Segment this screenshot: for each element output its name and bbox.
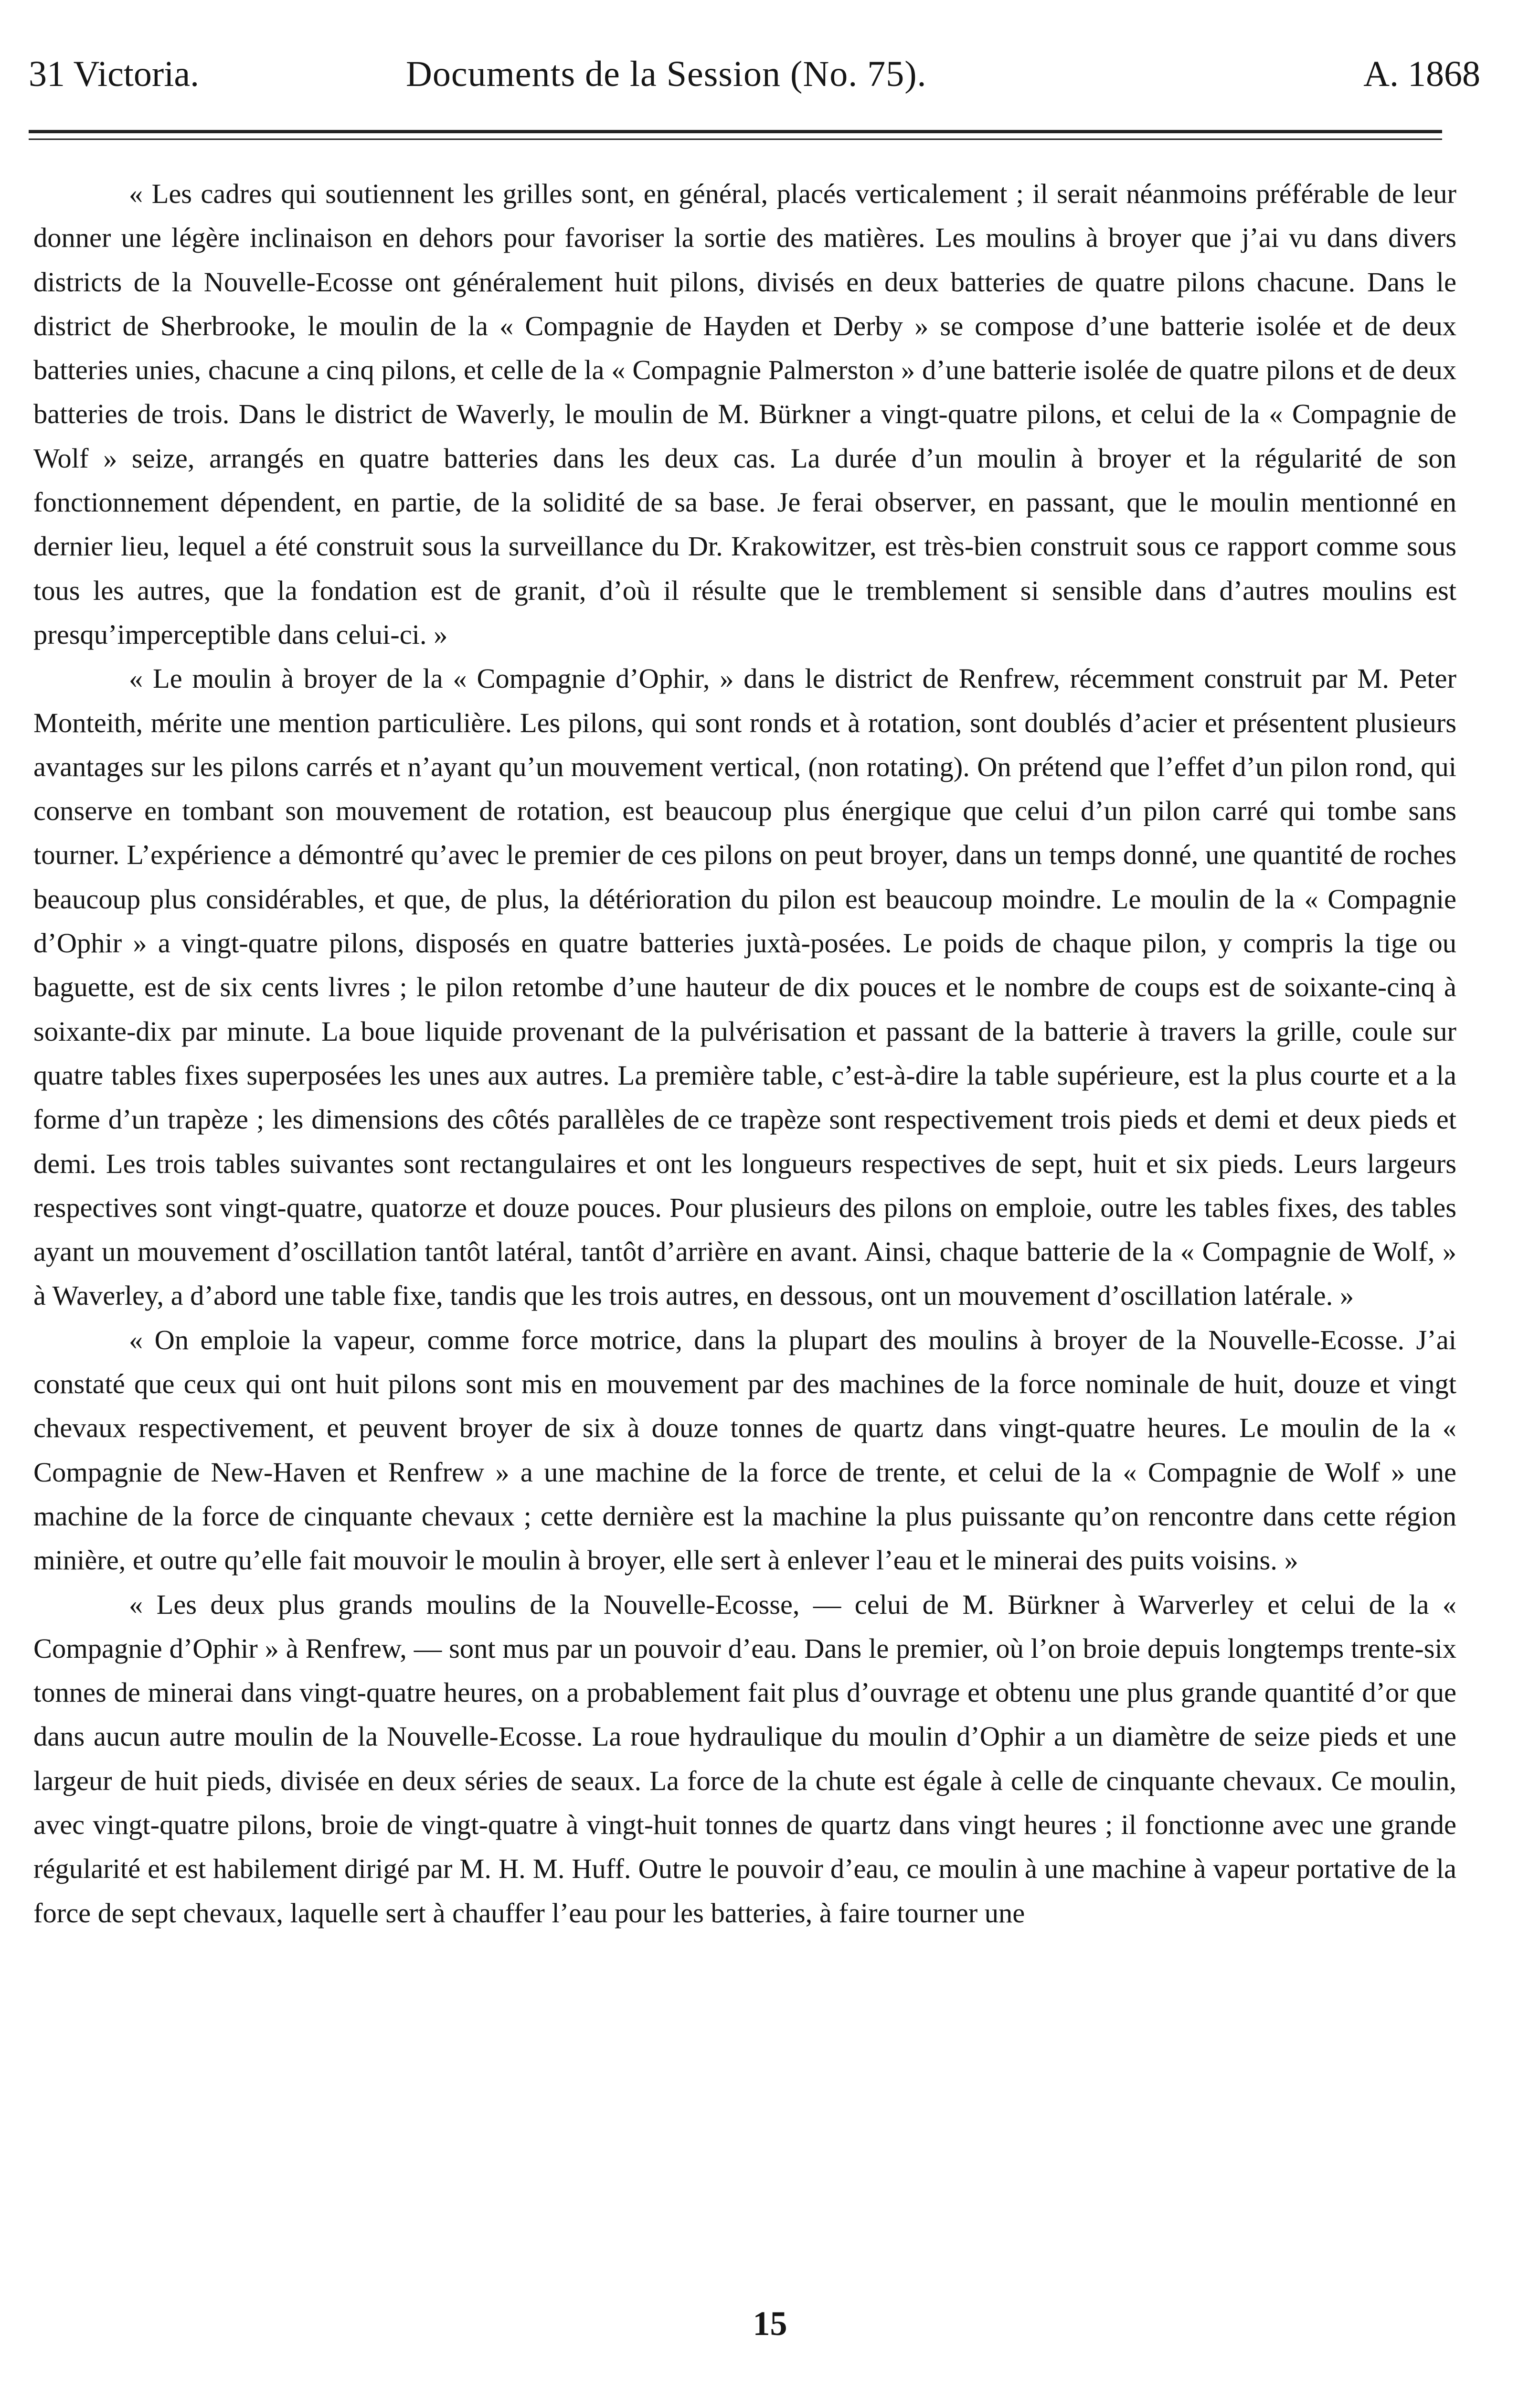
header-rule-thin <box>29 139 1442 140</box>
running-header <box>29 43 1480 105</box>
page-number: 15 <box>753 2304 787 2343</box>
header-regnal-year: 31 Victoria. <box>29 54 200 94</box>
header-rule-thick <box>29 130 1442 133</box>
paragraph-pouvoir-d-eau: « Les deux plus grands moulins de la Nouvelle-Ecosse, — celui de M. Bürkner à Warverley et celui de la « Compagnie d’Ophir » à Renfrew, — sont mus par un pouvoir d’eau. Dans le premier, où l’on broie depuis longtemps trente-six tonnes de minerai dans vingt-quatre heures, on a probablement fait plus d’ouvrage et obtenu une plus grande quantité d’or que dans aucun autre moulin de la Nouvelle-Ecosse. La roue hydraulique du moulin d’Ophir a un diamètre de seize pieds et une largeur de huit pieds, divisée en deux séries de seaux. La force de la chute est égale à celle de cinquante chevaux. Ce moulin, avec vingt-quatre pilons, broie de vingt-quatre à vingt-huit tonnes de quartz dans vingt heures ; il fonctionne avec une grande régularité et est habilement dirigé par M. H. M. Huff. Outre le pouvoir d’eau, ce moulin à une machine à vapeur portative de la force de sept chevaux, laquelle sert à chauffer l’eau pour les batteries, à faire tourner une <box>33 1588 1456 1929</box>
header-year: A. 1868 <box>1363 54 1480 94</box>
body-text <box>33 172 1456 1935</box>
paragraph-vapeur-force-motrice: « On emploie la vapeur, comme force motrice, dans la plupart des moulins à broyer de la Nouvelle-Ecosse. J’ai constaté que ceux qui ont huit pilons sont mis en mouvement par des machines de la force nominale de huit, douze et vingt chevaux respectivement, et peuvent broyer de six à douze tonnes de quartz dans vingt-quatre heures. Le moulin de la « Compagnie de New-Haven et Renfrew » a une machine de la force de trente, et celui de la « Compagnie de Wolf » une machine de la force de cinquante chevaux ; cette dernière est la machine la plus puissante qu’on rencontre dans cette région minière, et outre qu’elle fait mouvoir le moulin à broyer, elle sert à enlever l’eau et le minerai des puits voisins. » <box>33 1324 1456 1576</box>
paragraph-cadres-grilles: « Les cadres qui soutiennent les grilles sont, en général, placés verticalement ; il serait néanmoins préférable de leur donner une légère inclinaison en dehors pour favoriser la sortie des matières. Les moulins à broyer que j’ai vu dans divers districts de la Nouvelle-Ecosse ont généralement huit pilons, divisés en deux batteries de quatre pilons chacune. Dans le district de Sherbrooke, le moulin de la « Compagnie de Hayden et Derby » se compose d’une batterie isolée et de deux batteries unies, chacune a cinq pilons, et celle de la « Compagnie Palmerston » d’une batterie isolée de quatre pilons et de deux batteries de trois. Dans le district de Waverly, le moulin de M. Bürkner a vingt-quatre pilons, et celui de la « Compagnie de Wolf » seize, arrangés en quatre batteries dans les deux cas. La durée d’un moulin à broyer et la régularité de son fonctionnement dépendent, en partie, de la solidité de sa base. Je ferai observer, en passant, que le moulin mentionné en dernier lieu, lequel a été construit sous la surveillance du Dr. Krakowitzer, est très-bien construit sous ce rapport comme sous tous les autres, que la fondation est de granit, d’où il résulte que le tremblement si sensible dans d’autres moulins est presqu’imperceptible dans celui-ci. » <box>33 178 1456 650</box>
header-document-title: Documents de la Session (No. 75). <box>406 54 927 94</box>
paragraph-moulin-ophir: « Le moulin à broyer de la « Compagnie d’Ophir, » dans le district de Renfrew, récemment construit par M. Peter Monteith, mérite une mention particulière. Les pilons, qui sont ronds et à rotation, sont doublés d’acier et présentent plusieurs avantages sur les pilons carrés et n’ayant qu’un mouvement vertical, (non rotating). On prétend que l’effet d’un pilon rond, qui conserve en tombant son mouvement de rotation, est beaucoup plus énergique que celui d’un pilon carré qui tombe sans tourner. L’expérience a démontré qu’avec le premier de ces pilons on peut broyer, dans un temps donné, une quantité de roches beaucoup plus considérables, et que, de plus, la détérioration du pilon est beaucoup moindre. Le moulin de la « Compagnie d’Ophir » a vingt-quatre pilons, disposés en quatre batteries juxtà-posées. Le poids de chaque pilon, y compris la tige ou baguette, est de six cents livres ; le pilon retombe d’une hauteur de dix pouces et le nombre de coups est de soixante-cinq à soixante-dix par minute. La boue liquide provenant de la pulvérisation et passant de la batterie à travers la grille, coule sur quatre tables fixes superposées les unes aux autres. La première table, c’est-à-dire la table supérieure, est la plus courte et a la forme d’un trapèze ; les dimensions des côtés parallèles de ce trapèze sont respectivement trois pieds et demi et deux pieds et demi. Les trois tables suivantes sont rectangulaires et ont les longueurs respectives de sept, huit et six pieds. Leurs largeurs respectives sont vingt-quatre, quatorze et douze pouces. Pour plusieurs des pilons on emploie, outre les tables fixes, des tables ayant un mouvement d’oscillation tantôt latéral, tantôt d’arrière en avant. Ainsi, chaque batterie de la « Compagnie de Wolf, » à Waverley, a d’abord une table fixe, tandis que les trois autres, en dessous, ont un mouvement d’oscillation latérale. » <box>33 663 1456 1311</box>
